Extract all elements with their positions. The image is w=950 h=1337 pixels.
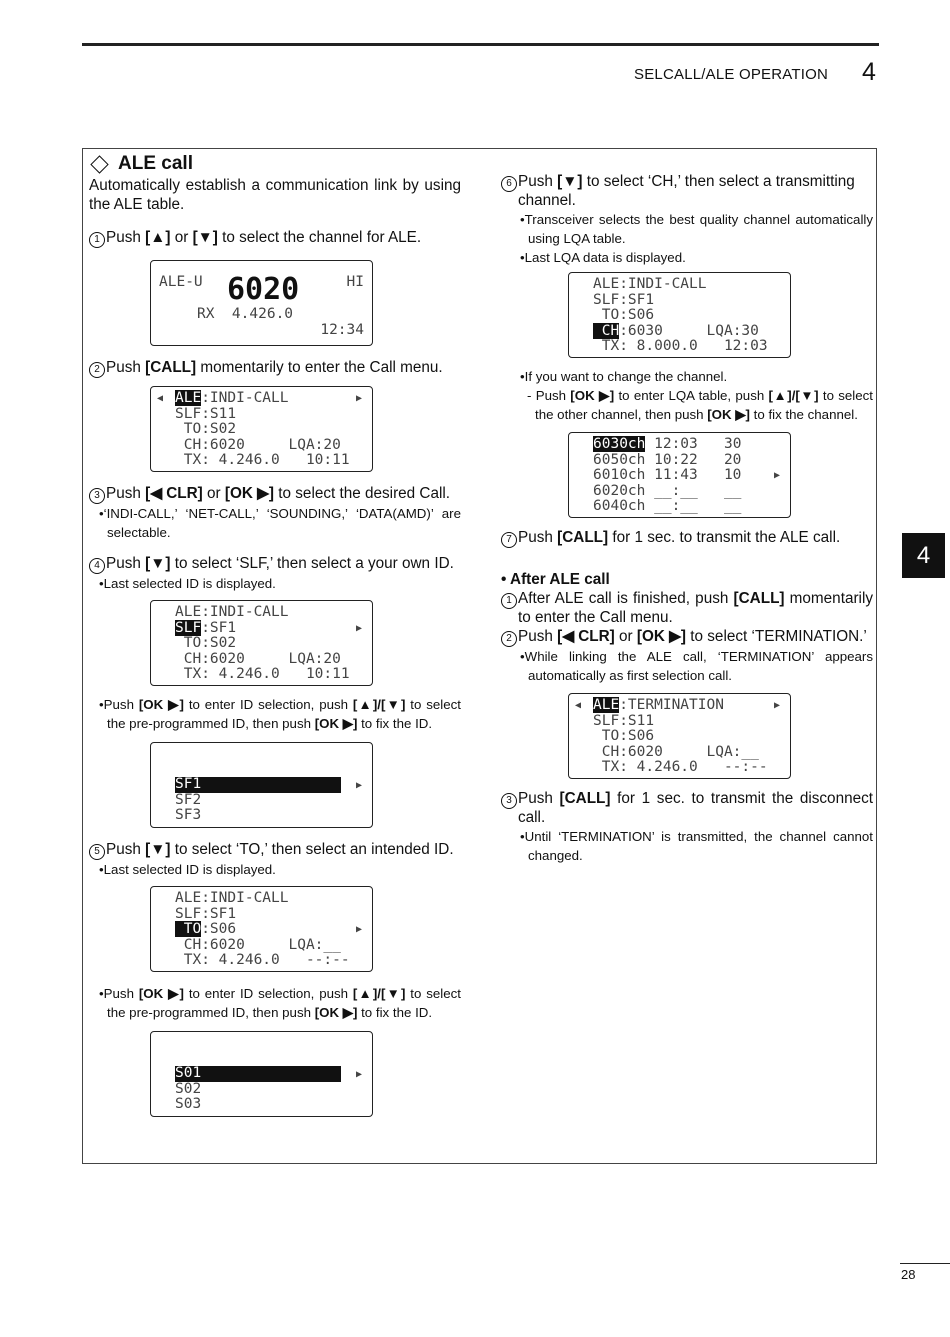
step-3: 3 Push [◀ CLR] or [OK ▶] to select the desired Call.	[89, 484, 461, 504]
right-arrow-icon: ▶	[355, 623, 362, 634]
step-6-change-instructions: - Push [OK ▶] to enter LQA table, push [▲]/[▼] to select the other channel, then push [OK ▶] to fix the channel.	[527, 388, 873, 422]
lcd-ch-select: ALE:INDI-CALL SLF:SF1 TO:S06 CH:6030 LQA:30 TX: 8.000.0 12:03	[568, 272, 791, 358]
lcd-hi: HI	[346, 274, 364, 290]
section-header: SELCALL/ALE OPERATION	[634, 66, 828, 83]
after-step-1: 1 After ALE call is finished, push [CALL] momentarily to enter the Call menu.	[501, 589, 873, 627]
section-title: ALE call	[89, 152, 461, 176]
step-6-note-2: •Last LQA data is displayed.	[520, 250, 686, 265]
lcd-rx: RX 4.426.0	[197, 306, 294, 322]
right-arrow-icon: ▶	[355, 393, 362, 404]
lcd-termination: ◀ ▶ ALE:TERMINATION SLF:S11 TO:S06 CH:6020 LQA:__ TX: 4.246.0 --:--	[568, 693, 791, 779]
diamond-icon	[90, 155, 108, 173]
right-arrow-icon: ▶	[773, 470, 780, 481]
lcd-id-list-to: S01 S02 S03 ▶	[150, 1031, 373, 1117]
intro-text: Automatically establish a communication link by using the ALE table.	[89, 177, 461, 213]
step-4: 4 Push [▼] to select ‘SLF,’ then select a your own ID.	[89, 554, 461, 574]
lcd-to-select: ▶ ALE:INDI-CALL SLF:SF1 TO:S06 CH:6020 LQA:__ TX: 4.246.0 --:--	[150, 886, 373, 972]
lcd-time: 12:34	[320, 322, 364, 338]
page-number: 28	[901, 1267, 916, 1282]
left-arrow-icon: ◀	[157, 393, 164, 404]
step-1: 1 Push [▲] or [▼] to select the channel for ALE.	[89, 228, 461, 248]
after-step-3: 3 Push [CALL] for 1 sec. to transmit the disconnect call.	[501, 789, 873, 827]
step-6: 6 Push [▼] to select ‘CH,’ then select a transmitting channel.	[501, 172, 873, 210]
step-4-instructions: •Push [OK ▶] to enter ID selection, push [▲]/[▼] to select the pre-programmed ID, then push [OK ▶] to fix the ID.	[99, 697, 461, 731]
after-step-3-note: •Until ‘TERMINATION’ is transmitted, the channel cannot changed.	[520, 829, 873, 863]
step-7: 7 Push [CALL] for 1 sec. to transmit the ALE call.	[501, 528, 873, 548]
right-arrow-icon: ▶	[355, 924, 362, 935]
step-6-change-note: •If you want to change the channel.	[520, 369, 728, 384]
chapter-tab: 4	[902, 533, 945, 578]
step-2: 2 Push [CALL] momentarily to enter the Call menu.	[89, 358, 461, 378]
step-5: 5 Push [▼] to select ‘TO,’ then select an intended ID.	[89, 840, 461, 860]
after-step-2: 2 Push [◀ CLR] or [OK ▶] to select ‘TERMINATION.’	[501, 627, 873, 647]
lcd-channel: 6020	[227, 272, 300, 307]
step-4-note: •Last selected ID is displayed.	[99, 576, 276, 591]
chapter-number: 4	[862, 58, 876, 86]
left-column	[89, 150, 461, 1117]
left-arrow-icon: ◀	[575, 700, 582, 711]
lcd-call-menu: ◀ ▶ ALE:INDI-CALL SLF:S11 TO:S02 CH:6020 LQA:20 TX: 4.246.0 10:11	[150, 386, 373, 472]
footer-rule	[900, 1263, 950, 1264]
lcd-slf-select: ▶ ALE:INDI-CALL SLF:SF1 TO:S02 CH:6020 LQA:20 TX: 4.246.0 10:11	[150, 600, 373, 686]
right-arrow-icon: ▶	[355, 1069, 362, 1080]
right-column	[501, 172, 873, 865]
step-3-note: •‘INDI-CALL,’ ‘NET-CALL,’ ‘SOUNDING,’ ‘DATA(AMD)’ are selectable.	[99, 506, 461, 540]
step-6-note-1: •Transceiver selects the best quality channel automatically using LQA table.	[520, 212, 873, 246]
lcd-lqa-table: ▶ 6030ch 12:03 30 6050ch 10:22 20 6010ch 11:43 10 6020ch __:__ __ 6040ch __:__ __	[568, 432, 791, 518]
after-step-2-note: •While linking the ALE call, ‘TERMINATION’ appears automatically as first selection call.	[520, 649, 873, 683]
lcd-mode: ALE-U	[159, 274, 203, 290]
after-ale-call-heading: • After ALE call	[501, 571, 610, 588]
lcd-display-channel	[150, 260, 373, 346]
right-arrow-icon: ▶	[773, 700, 780, 711]
step-5-note: •Last selected ID is displayed.	[99, 862, 276, 877]
lcd-id-list-slf: SF1 SF2 SF3 ▶	[150, 742, 373, 828]
step-5-instructions: •Push [OK ▶] to enter ID selection, push [▲]/[▼] to select the pre-programmed ID, then push [OK ▶] to fix the ID.	[99, 986, 461, 1020]
header-rule	[82, 43, 879, 46]
right-arrow-icon: ▶	[355, 780, 362, 791]
